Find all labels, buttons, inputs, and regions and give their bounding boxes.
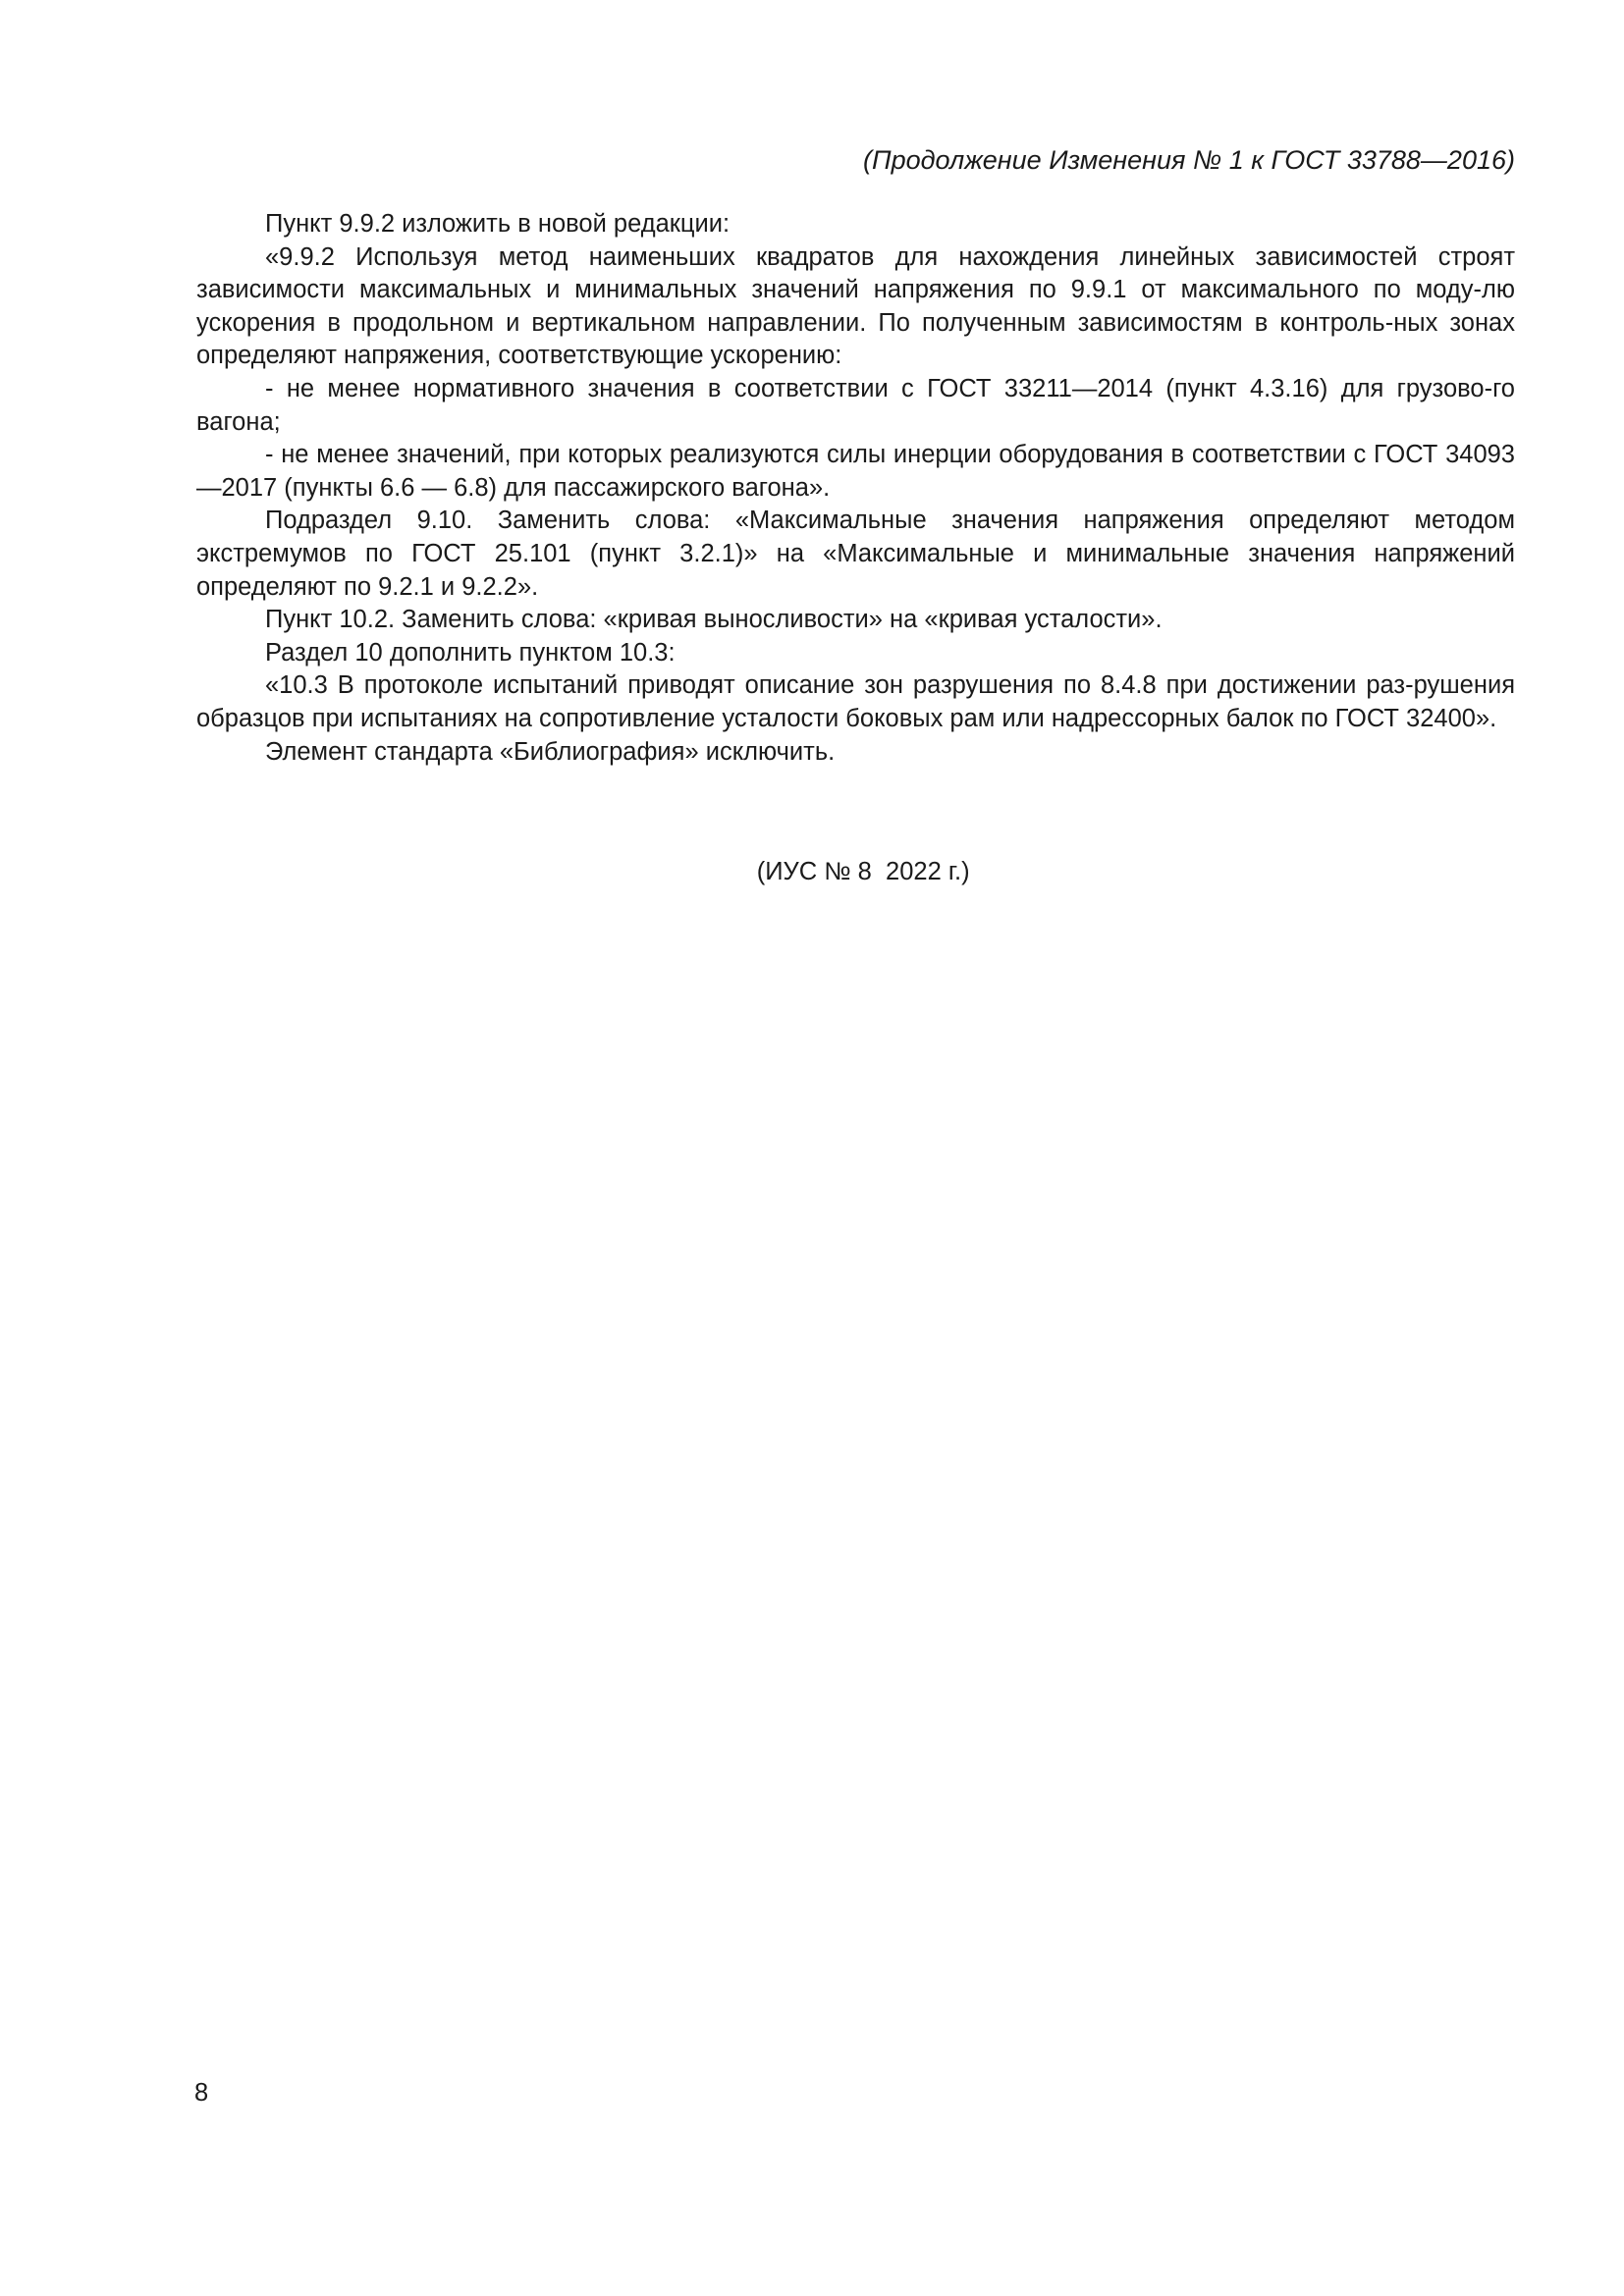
- paragraph-list-item-freight: - не менее нормативного значения в соответствии с ГОСТ 33211—2014 (пункт 4.3.16) для грузово-го вагона;: [196, 374, 1515, 436]
- body-text: [196, 208, 1515, 769]
- page-number: 8: [194, 2079, 209, 2107]
- paragraph-list-item-passenger: - не менее значений, при которых реализуются силы инерции оборудования в соответствии с ГОСТ 34093—2017 (пункты 6.6 — 6.8) для пассажирского вагона».: [196, 441, 1515, 502]
- paragraph-item-9-9-2-text: «9.9.2 Используя метод наименьших квадратов для нахождения линейных зависимостей строят зависимости максимальных и минимальных значений напряжения по 9.9.1 от максимального по моду-лю ускорения в продольном и вертикальном направлении. По полученным зависимостям в контроль-ных зонах определяют напряжения, соответствующие ускорению:: [196, 242, 1515, 370]
- paragraph-subsection-9-10: Подраздел 9.10. Заменить слова: «Максимальные значения напряжения определяют методом экстремумов по ГОСТ 25.101 (пункт 3.2.1)» на «Максимальные и минимальные значения напряжений определяют по 9.2.1 и 9.2.2».: [196, 507, 1515, 601]
- issue-note-wrapper: [0, 829, 1624, 915]
- paragraph-item-10-3-text: «10.3 В протоколе испытаний приводят описание зон разрушения по 8.4.8 при достижении раз-рушения образцов при испытаниях на сопротивление усталости боковых рам или надрессорных балок по ГОСТ 32400».: [196, 671, 1515, 732]
- paragraph-section-10-add: Раздел 10 дополнить пунктом 10.3:: [265, 638, 676, 667]
- paragraph-item-10-2: Пункт 10.2. Заменить слова: «кривая выносливости» на «кривая усталости».: [265, 606, 1163, 634]
- paragraph-bibliography: Элемент стандарта «Библиография» исключить.: [265, 737, 836, 766]
- running-header: (Продолжение Изменения № 1 к ГОСТ 33788—2016): [863, 145, 1515, 175]
- paragraph-item-9-9-2-intro: Пункт 9.9.2 изложить в новой редакции:: [265, 210, 731, 238]
- issue-note: (ИУС № 8 2022 г.): [756, 858, 970, 885]
